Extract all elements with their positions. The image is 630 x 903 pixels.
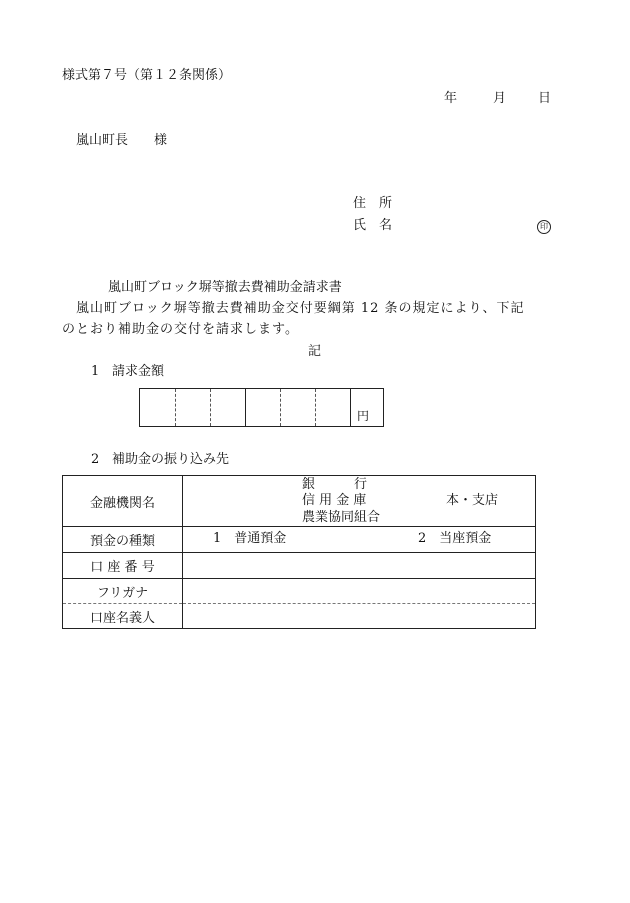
institution-row [63,476,536,527]
account-number-label: 口 座 番 号 [63,553,183,579]
ki-heading: 記 [308,344,322,359]
account-number-row [63,553,536,579]
institution-label: 金融機関名 [63,476,183,527]
deposit-type-field[interactable] [183,527,536,553]
bank-option: 銀 行 [302,477,368,492]
account-number-field[interactable] [183,553,536,579]
yen-label: 円 [356,409,369,423]
amount-digit-divider [350,389,351,426]
ja-option: 農業協同組合 [302,510,381,525]
amount-digit-divider [315,389,316,426]
name-label: 氏 名 [353,218,393,233]
account-holder-row [63,604,536,629]
section2-label: 補助金の振り込み先 [112,452,230,467]
amount-digit-divider [280,389,281,426]
amount-digit-divider [245,389,246,426]
addressee: 嵐山町長 様 [76,133,168,148]
branch-label: 本・支店 [446,493,499,508]
account-holder-label: 口座名義人 [63,604,183,629]
body-text-line-2: のとおり補助金の交付を請求します。 [62,322,299,337]
amount-box[interactable] [139,388,384,427]
date-year-label: 年 [444,91,458,106]
section1-number: 1 [91,364,100,379]
furigana-row [63,579,536,604]
document-title: 嵐山町ブロック塀等撤去費補助金請求書 [108,280,342,295]
form-number: 様式第７号（第１２条関係） [62,68,232,83]
seal-mark: 印 [537,218,551,234]
date-day-label: 日 [538,91,552,106]
deposit-type-row [63,527,536,553]
institution-field[interactable] [183,476,536,527]
account-holder-field[interactable] [183,604,536,629]
section2-number: 2 [91,452,100,467]
amount-digit-divider [210,389,211,426]
shinkin-option: 信 用 金 庫 [302,493,367,508]
deposit-type-ordinary[interactable]: 1 普通預金 [213,531,287,546]
deposit-type-current[interactable]: 2 当座預金 [418,531,492,546]
section1-label: 請求金額 [112,364,165,379]
date-month-label: 月 [493,91,507,106]
address-label: 住 所 [353,196,393,211]
amount-digit-divider [175,389,176,426]
furigana-label: フリガナ [63,579,183,604]
furigana-field[interactable] [183,579,536,604]
bank-table [62,475,536,629]
deposit-type-label: 預金の種類 [63,527,183,553]
body-text-line-1: 嵐山町ブロック塀等撤去費補助金交付要綱第 12 条の規定により、下記 [76,301,525,316]
